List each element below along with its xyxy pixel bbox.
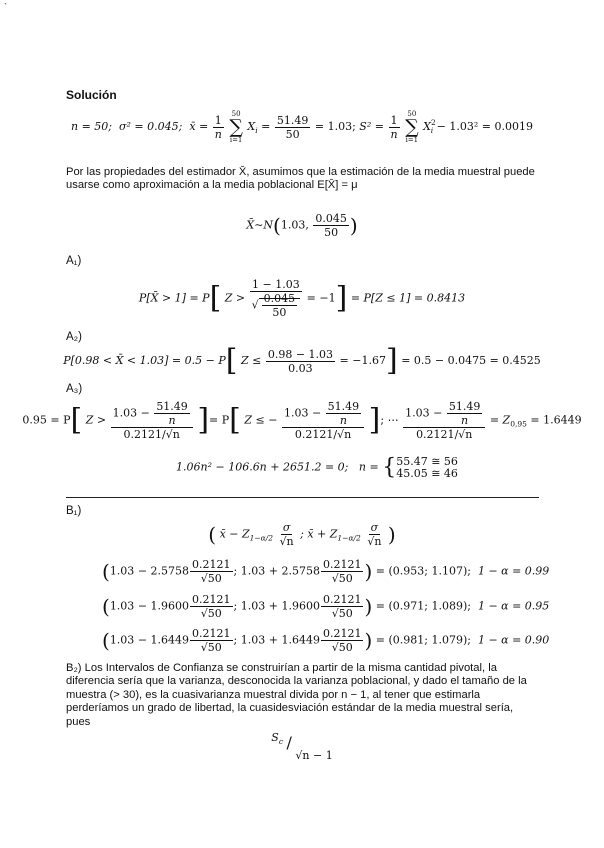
root-2: 45.05 ≅ 46 <box>396 466 458 480</box>
root-1: 55.47 ≅ 56 <box>396 454 458 468</box>
quadratic-equation: 1.06n² − 106.6n + 2651.2 = 0; n = { 55.47 ≅ 56 45.05 ≅ 46 <box>176 454 458 480</box>
ci-row-99: (1.03 − 2.5758 $\frac{0.2121}{√50}$ ; 1.03 + 2.5758 $\frac{0.2121}{√50}$ ) = (0.953; 1.107); 1 − α = 0.99 <box>102 558 550 585</box>
ci-formula: ( x̄ − $Z_{1-\alpha/2}$ $\frac{\sigma}{√n}$ ; x̄ + $Z_{1-\alpha/2}$ $\frac{\sigma}{√n}$ ) <box>208 521 396 548</box>
label-b1: B₁) <box>66 505 82 517</box>
sampling-distribution: X̄∼N(1.03, $\frac{0.045}{50}$ ) <box>246 212 358 239</box>
ci-row-90: (1.03 − 1.6449 $\frac{0.2121}{√50}$ ; 1.03 + 1.6449 $\frac{0.2121}{√50}$ ) = (0.981; 1.079); 1 − α = 0.90 <box>102 627 550 654</box>
a1-equation: P[X̄ > 1] = P[ Z > 1 − 1.03 √ $\frac{0.045}{50}$ = −1] = P[Z ≤ 1] = 0.8413 <box>138 278 466 319</box>
a3-equation: 0.95 = P[ Z > 1.03 − $\frac{51.49}{n}$ 0.2121/√n ]= P[ Z ≤ − 1.03 − $\frac{51.49}{n}$ 0.2121/√n ]; ⋯ 1.03 − $\frac{51.49}{n}$ 0.2121/√n = $Z_{0,95} = 1.6449$ <box>22 400 582 441</box>
ci-row-95: (1.03 − 1.9600 $\frac{0.2121}{√50}$ ; 1.03 + 1.9600 $\frac{0.2121}{√50}$ ) = (0.971; 1.089); 1 − α = 0.95 <box>102 593 550 620</box>
label-a1: A₁) <box>66 255 82 267</box>
heading: Solución <box>66 88 117 102</box>
b2-paragraph: B₂) Los Intervalos de Confianza se construirían a partir de la misma cantidad pivotal, la diferencia sería que la varianza, desconocida la varianza poblacional, y dado el tamaño de la muestra (> 30), es la cuasivarianza muestral divida por n − 1, al tener que estimarla perderíamos un grado de libertad, la cuasidesviación estándar de la media muestral sería, pues <box>66 662 527 728</box>
label-a3: A₃) <box>66 383 83 395</box>
final-expression: $S_c / √n - 1$ <box>271 731 333 762</box>
estimator-paragraph: Por las propiedades del estimador X̄, asumimos que la estimación de la media muestral puede usarse como aproximación a la media poblacional E[X̄] = μ <box>66 166 535 192</box>
corner-mark: ` <box>4 2 7 12</box>
label-a2: A₂) <box>66 331 82 343</box>
given-values-equation: n = 50; σ² = 0.045; x̄ = $\frac{1}{n}$ 50 ∑ i=1 $X_i$ = $\frac{51.49}{50}$ = 1.03; S² = $\frac{1}{n}$ 50 ∑ i=1 $X^2_i - 1.03^2 = 0.0019$ <box>70 110 533 144</box>
a2-equation: P[0.98 < X̄ < 1.03] = 0.5 − P[ Z ≤ $\frac{0.98 - 1.03}{0.03}$ = −1.67] = 0.5 − 0.0475 = 0.4525 <box>63 343 541 378</box>
section-divider <box>66 497 539 498</box>
